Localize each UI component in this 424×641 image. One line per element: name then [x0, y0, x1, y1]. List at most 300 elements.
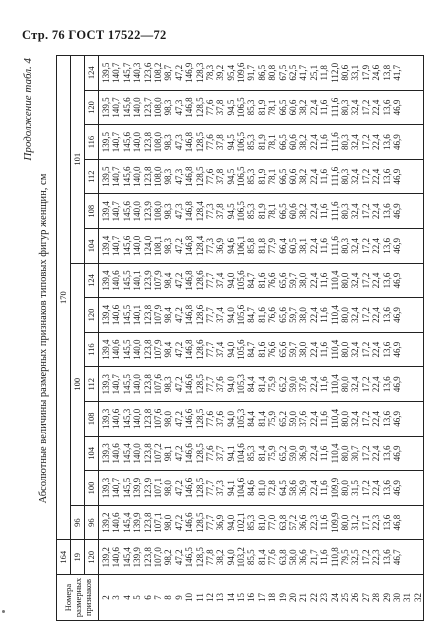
table-cell-value: 67,5: [277, 64, 288, 81]
table-cell-value: 98,3: [163, 99, 174, 116]
row-number: 28: [371, 593, 382, 602]
table-cell-value: 145,5: [121, 339, 132, 360]
table-cell-value: 17,2: [360, 134, 371, 150]
table-cell-value: 38,0: [298, 341, 309, 358]
table-cell-value: 65,2: [277, 376, 288, 393]
table-cell-value: 105,6: [236, 304, 247, 326]
table-caption: Абсолютные величины размерных признаков типовых фигур женщин, см: [38, 173, 49, 504]
table-cell-value: 11,6: [319, 307, 330, 323]
table-cell-value: 38,1: [298, 237, 309, 254]
table-cell-value: 84,7: [246, 341, 257, 358]
table-cell-value: 47,2: [173, 64, 184, 81]
table-cell-value: 17,2: [360, 99, 371, 116]
table-cell-value: 66,4: [277, 237, 288, 254]
table-cell-value: 106,5: [236, 97, 247, 118]
table-cell-value: 80,0: [339, 410, 350, 427]
table-cell-value: 37,6: [215, 376, 226, 393]
table-cell-value: 94,5: [225, 203, 236, 220]
table-cell-value: 78,3: [204, 64, 215, 81]
table-cell-value: 140,7: [111, 374, 122, 395]
table-cell-value: 77,8: [204, 549, 215, 566]
table-cell-value: 59,0: [288, 410, 299, 427]
table-cell-value: 32,4: [350, 99, 361, 116]
row-number: 29: [381, 593, 392, 602]
table-cell-value: 128,5: [194, 512, 205, 533]
table-cell-value: 37,8: [215, 134, 226, 150]
table-cell-value: 22,4: [308, 203, 319, 220]
table-cell-value: 128,5: [194, 374, 205, 395]
table-cell-value: 13,6: [381, 480, 392, 496]
table-cell-value: 128,6: [194, 339, 205, 360]
bust-group-header: 101: [71, 55, 85, 263]
table-cell-value: 63,8: [277, 549, 288, 566]
table-cell-value: 106,1: [236, 235, 247, 256]
table-cell-value: 98,0: [163, 514, 174, 531]
table-cell-value: 85,3: [246, 134, 257, 150]
table-cell-value: 139,5: [101, 97, 111, 118]
continued-label: Продолжение табл. 4: [22, 58, 34, 161]
table-cell-value: 145,6: [121, 131, 132, 153]
table-cell-value: 98,3: [163, 168, 174, 185]
table-cell-value: 22,4: [308, 134, 319, 150]
table-cell-value: 38,0: [298, 307, 309, 323]
table-cell-value: 11,6: [319, 272, 330, 289]
table-cell-value: 13,8: [381, 64, 392, 81]
table-cell-value: 123,8: [142, 408, 153, 429]
table-cell-value: 17,9: [360, 64, 371, 81]
table-cell-value: 128,3: [194, 62, 205, 83]
table-cell-value: 13,6: [381, 445, 392, 462]
table-cell-value: 108,2: [152, 62, 163, 83]
table-cell-value: 47,2: [173, 514, 184, 531]
table-cell-value: 145,6: [121, 97, 132, 118]
table-cell-value: 85,3: [246, 168, 257, 185]
table-cell-value: 60,5: [288, 237, 299, 254]
row-number: 24: [329, 593, 340, 602]
table-cell-value: 94,0: [225, 410, 236, 427]
table-cell-value: 80,3: [339, 237, 350, 254]
hip-size-header: 104: [85, 436, 99, 471]
table-cell-value: 11,6: [319, 168, 330, 185]
table-cell-value: 110,4: [329, 270, 340, 291]
measurement-table: [56, 55, 424, 621]
table-cell-value: 21,7: [308, 549, 319, 566]
table-cell-value: 140,0: [132, 131, 143, 153]
table-cell-value: 41,7: [298, 64, 309, 81]
table-cell-value: 105,6: [236, 270, 247, 291]
table-cell-value: 98,4: [163, 341, 174, 358]
table-cell-value: 76,6: [267, 272, 278, 289]
table-cell-value: 78,1: [267, 168, 278, 185]
table-cell-value: 77,7: [204, 480, 215, 496]
table-cell-value: 98,1: [163, 445, 174, 462]
table-cell-value: 140,0: [132, 235, 143, 256]
table-cell-value: 65,6: [277, 341, 288, 358]
table-cell-value: 140,0: [132, 201, 143, 222]
table-cell-value: 13,6: [381, 99, 392, 116]
table-cell-value: 22,4: [371, 203, 382, 220]
table-cell-value: 145,4: [121, 443, 132, 464]
value-column-cell: [99, 505, 424, 540]
row-number: 19: [277, 593, 288, 602]
table-cell-value: 106,5: [236, 131, 247, 153]
table-cell-value: 110,8: [329, 547, 340, 568]
table-cell-value: 123,8: [142, 131, 153, 153]
table-cell-value: 60,6: [288, 168, 299, 185]
table-cell-value: 32,4: [350, 410, 361, 427]
table-cell-value: 77,6: [204, 445, 215, 462]
table-cell-value: 139,4: [101, 235, 111, 256]
table-cell-value: 11,6: [319, 99, 330, 116]
table-cell-value: 98,3: [163, 134, 174, 150]
table-cell-value: 139,3: [101, 477, 111, 499]
table-cell-value: 123,8: [142, 547, 153, 568]
table-cell-value: 112,0: [329, 62, 340, 83]
table-cell-value: 123,8: [142, 512, 153, 533]
table-cell-value: 123,8: [142, 374, 153, 395]
row-number: 16: [246, 593, 257, 602]
table-cell-value: 139,9: [132, 477, 143, 499]
table-cell-value: 140,7: [111, 62, 122, 83]
table-cell-value: 22,3: [371, 549, 382, 566]
table-cell-value: 81,4: [256, 410, 267, 427]
table-cell-value: 94,1: [225, 445, 236, 462]
table-cell-value: 22,4: [371, 341, 382, 358]
table-cell-value: 17,2: [360, 410, 371, 427]
table-cell-value: 94,5: [225, 168, 236, 185]
table-cell-value: 140,7: [111, 235, 122, 256]
table-cell-value: 105,3: [236, 408, 247, 429]
table-cell-value: 98,0: [163, 480, 174, 496]
row-number: 15: [236, 593, 247, 602]
table-cell-value: 110,4: [329, 408, 340, 429]
table-cell-value: 107,6: [152, 374, 163, 395]
table-cell-value: 140,0: [132, 408, 143, 429]
table-cell-value: 77,7: [204, 376, 215, 393]
height-group-header: 164: [57, 540, 71, 575]
table-cell-value: 140,6: [111, 339, 122, 360]
table-cell-value: 78,1: [267, 99, 278, 116]
hip-size-header: 112: [85, 367, 99, 402]
bust-group-header: 96: [71, 505, 85, 540]
table-cell-value: 98,4: [163, 307, 174, 323]
table-cell-value: 108,0: [152, 97, 163, 118]
page-header: Стр. 76 ГОСТ 17522—72: [22, 28, 167, 42]
table-cell-value: 11,6: [319, 514, 330, 531]
table-cell-value: 140,0: [132, 166, 143, 187]
table-cell-value: 22,3: [308, 514, 319, 531]
table-cell-value: 110,4: [329, 339, 340, 360]
row-number: 8: [163, 595, 174, 600]
table-cell-value: 13,6: [381, 410, 392, 427]
table-cell-value: 145,5: [121, 374, 132, 395]
table-cell-value: 111,6: [329, 201, 340, 222]
table-cell-value: 140,0: [132, 97, 143, 118]
table-cell-value: 22,4: [308, 410, 319, 427]
table-cell-value: 140,6: [111, 270, 122, 291]
table-cell-value: 11,6: [319, 411, 330, 427]
table-cell-value: 46,9: [391, 272, 402, 289]
table-cell-value: 65,6: [277, 307, 288, 323]
table-cell-value: 107,9: [152, 339, 163, 360]
table-cell-value: 146,6: [184, 443, 195, 464]
row-numbers-cell: [99, 575, 424, 621]
table-cell-value: 105,3: [236, 374, 247, 395]
table-cell-value: 94,0: [225, 272, 236, 289]
table-cell-value: 59,0: [288, 445, 299, 462]
row-number: 23: [319, 593, 330, 602]
table-cell-value: 84,6: [246, 480, 257, 496]
table-cell-value: 17,2: [360, 307, 371, 323]
row-number: 30: [391, 593, 402, 602]
table-cell-value: 140,1: [132, 270, 143, 291]
table-cell-value: 140,1: [132, 304, 143, 326]
table-cell-value: 128,5: [194, 166, 205, 187]
table-cell-value: 111,6: [329, 166, 340, 187]
table-cell-value: 139,4: [101, 201, 111, 222]
table-cell-value: 128,5: [194, 477, 205, 499]
table-cell-value: 30,7: [350, 445, 361, 462]
table-cell-value: 11,8: [319, 65, 330, 81]
table-cell-value: 139,3: [101, 374, 111, 395]
table-cell-value: 32,4: [350, 134, 361, 150]
table-cell-value: 46,9: [391, 237, 402, 254]
value-column-cell: [99, 332, 424, 367]
table-cell-value: 46,9: [391, 307, 402, 323]
table-cell-value: 17,2: [360, 237, 371, 254]
hip-size-header: 96: [85, 505, 99, 540]
table-cell-value: 65,2: [277, 445, 288, 462]
hip-size-header: 108: [85, 402, 99, 437]
table-cell-value: 80,0: [339, 514, 350, 531]
table-cell-value: 22,4: [371, 168, 382, 185]
table-cell-value: 37,4: [215, 341, 226, 358]
table-cell-value: 13,6: [381, 376, 392, 393]
value-column-cell: [99, 540, 424, 575]
table-cell-value: 146,6: [184, 408, 195, 429]
hip-size-header: 116: [85, 125, 99, 160]
hip-size-header: 120: [85, 298, 99, 333]
table-cell-value: 123,9: [142, 270, 153, 291]
table-cell-value: 140,3: [132, 62, 143, 83]
table-cell-value: 11,6: [319, 549, 330, 565]
table-cell-value: 22,4: [308, 168, 319, 185]
row-number: 7: [152, 595, 163, 600]
table-cell-value: 22,4: [371, 99, 382, 116]
value-column-cell: [99, 159, 424, 194]
table-cell-value: 78,1: [267, 134, 278, 150]
table-cell-value: 47,3: [173, 134, 184, 150]
table-cell-value: 80,3: [339, 134, 350, 150]
hip-size-header: 100: [85, 471, 99, 506]
table-cell-value: 81,0: [256, 480, 267, 496]
table-cell-value: 17,2: [360, 341, 371, 358]
table-cell-value: 139,2: [101, 512, 111, 533]
hip-size-header: 124: [85, 263, 99, 298]
table-cell-value: 32,4: [350, 272, 361, 289]
table-cell-value: 80,3: [339, 99, 350, 116]
table-cell-value: 79,5: [339, 549, 350, 566]
table-cell-value: 80,0: [339, 272, 350, 289]
table-cell-value: 84,4: [246, 376, 257, 393]
table-cell-value: 46,9: [391, 341, 402, 358]
table-cell-value: 24,6: [371, 64, 382, 81]
table-cell-value: 22,4: [308, 376, 319, 393]
table-cell-value: 37,3: [215, 480, 226, 496]
table-cell-value: 123,8: [142, 166, 153, 187]
value-column-cell: [99, 402, 424, 437]
table-cell-value: 59,7: [288, 272, 299, 289]
table-cell-value: 107,9: [152, 304, 163, 326]
table-cell-value: 94,0: [225, 549, 236, 566]
table-cell-value: 17,2: [360, 168, 371, 185]
table-cell-value: 47,2: [173, 237, 184, 254]
table-cell-value: 128,4: [194, 235, 205, 256]
table-cell-value: 104,6: [236, 477, 247, 499]
table-cell-value: 146,8: [184, 131, 195, 153]
table-cell-value: 47,2: [173, 410, 184, 427]
table-cell-value: 140,6: [111, 512, 122, 533]
table-cell-value: 32,4: [350, 376, 361, 393]
table-cell-value: 11,6: [319, 480, 330, 496]
table-cell-value: 85,3: [246, 514, 257, 531]
table-cell-value: 80,8: [267, 64, 278, 81]
row-number: 20: [288, 593, 299, 602]
table-cell-value: 22,4: [308, 480, 319, 496]
table-cell-value: 37,4: [215, 307, 226, 323]
table-cell-value: 81,4: [256, 376, 267, 393]
table-cell-value: 72,8: [267, 480, 278, 496]
table-cell-value: 85,3: [246, 445, 257, 462]
hip-size-header: 116: [85, 332, 99, 367]
table-cell-value: 58,0: [288, 549, 299, 566]
table-cell-value: 85,5: [246, 549, 257, 566]
table-cell-value: 17,2: [360, 272, 371, 289]
table-cell-value: 145,5: [121, 304, 132, 326]
table-cell-value: 111,6: [329, 97, 340, 118]
table-cell-value: 32,4: [350, 307, 361, 323]
table-cell-value: 77,7: [204, 514, 215, 531]
row-number: 26: [350, 593, 361, 602]
table-cell-value: 11,6: [319, 238, 330, 254]
table-cell-value: 37,8: [215, 168, 226, 185]
table-cell-value: 107,1: [152, 512, 163, 533]
table-cell-value: 94,0: [225, 376, 236, 393]
table-cell-value: 146,8: [184, 97, 195, 118]
table-cell-value: 139,4: [101, 270, 111, 291]
table-cell-value: 11,6: [319, 376, 330, 392]
table-cell-value: 124,0: [142, 235, 153, 256]
row-number: 18: [267, 593, 278, 602]
table-cell-value: 66,5: [277, 134, 288, 150]
table-cell-value: 36,6: [298, 514, 309, 531]
table-cell-value: 108,0: [152, 201, 163, 222]
table-cell-value: 17,2: [360, 203, 371, 220]
table-cell-value: 146,8: [184, 270, 195, 291]
table-cell-value: 123,8: [142, 304, 153, 326]
table-cell-value: 22,4: [371, 237, 382, 254]
table-cell-value: 60,6: [288, 134, 299, 150]
table-cell-value: 75,9: [267, 445, 278, 462]
table-cell-value: 37,8: [215, 99, 226, 116]
table-cell-value: 86,5: [256, 64, 267, 81]
table-cell-value: 106,5: [236, 166, 247, 187]
table-cell-value: 105,6: [236, 339, 247, 360]
table-cell-value: 107,0: [152, 547, 163, 568]
table-cell-value: 46,9: [391, 445, 402, 462]
table-cell-value: 94,0: [225, 341, 236, 358]
value-column-cell: [99, 263, 424, 298]
table-cell-value: 146,6: [184, 512, 195, 533]
table-cell-value: 146,8: [184, 201, 195, 222]
table-cell-value: 75,9: [267, 376, 278, 393]
table-cell-value: 66,5: [277, 99, 288, 116]
table-cell-value: 85,8: [246, 237, 257, 254]
table-cell-value: 146,6: [184, 477, 195, 499]
table-cell-value: 128,5: [194, 443, 205, 464]
table-cell-value: 32,4: [350, 203, 361, 220]
table-cell-value: 22,4: [308, 445, 319, 462]
table-cell-value: 146,5: [184, 547, 195, 568]
table-cell-value: 140,6: [111, 443, 122, 464]
table-cell-value: 65,2: [277, 410, 288, 427]
table-cell-value: 22,4: [371, 376, 382, 393]
value-column-cell: [99, 471, 424, 506]
table-cell-value: 32,4: [350, 341, 361, 358]
table-cell-value: 140,7: [111, 477, 122, 499]
table-cell-value: 139,5: [101, 131, 111, 153]
row-number: 21: [298, 593, 309, 602]
table-cell-value: 57,2: [288, 514, 299, 531]
table-cell-value: 128,5: [194, 97, 205, 118]
table-cell-value: 37,6: [298, 410, 309, 427]
table-cell-value: 46,9: [391, 410, 402, 427]
table-cell-value: 139,3: [101, 443, 111, 464]
table-cell-value: 140,7: [111, 131, 122, 153]
table-cell-value: 77,3: [204, 203, 215, 220]
table-cell-value: 108,1: [152, 235, 163, 256]
table-cell-value: 38,2: [298, 134, 309, 150]
table-cell-value: 47,2: [173, 480, 184, 496]
table-cell-value: 146,8: [184, 339, 195, 360]
table-cell-value: 84,7: [246, 307, 257, 323]
table-cell-value: 37,8: [215, 203, 226, 220]
table-cell-value: 104,6: [236, 443, 247, 464]
table-cell-value: 64,5: [277, 480, 288, 496]
value-column-cell: [99, 194, 424, 229]
table-cell-value: 17,2: [360, 480, 371, 496]
table-cell-value: 76,6: [267, 341, 278, 358]
table-cell-value: 80,0: [339, 307, 350, 323]
row-number: 27: [360, 593, 371, 602]
table-cell-value: 107,2: [152, 443, 163, 464]
row-number: 2: [101, 595, 111, 600]
table-cell-value: 108,0: [152, 166, 163, 187]
table-cell-value: 60,6: [288, 99, 299, 116]
table-cell-value: 46,9: [391, 203, 402, 220]
table-cell-value: 110,4: [329, 374, 340, 395]
table-cell-value: 22,4: [308, 307, 319, 323]
table-cell-value: 37,6: [298, 376, 309, 393]
row-number: 10: [184, 593, 195, 602]
table-cell-value: 146,9: [184, 62, 195, 83]
table-cell-value: 77,7: [204, 341, 215, 358]
table-cell-value: 77,0: [267, 514, 278, 531]
table-cell-value: 46,8: [391, 514, 402, 531]
table-cell-value: 80,0: [339, 445, 350, 462]
table-cell-value: 108,0: [152, 131, 163, 153]
row-number: 25: [339, 593, 350, 602]
